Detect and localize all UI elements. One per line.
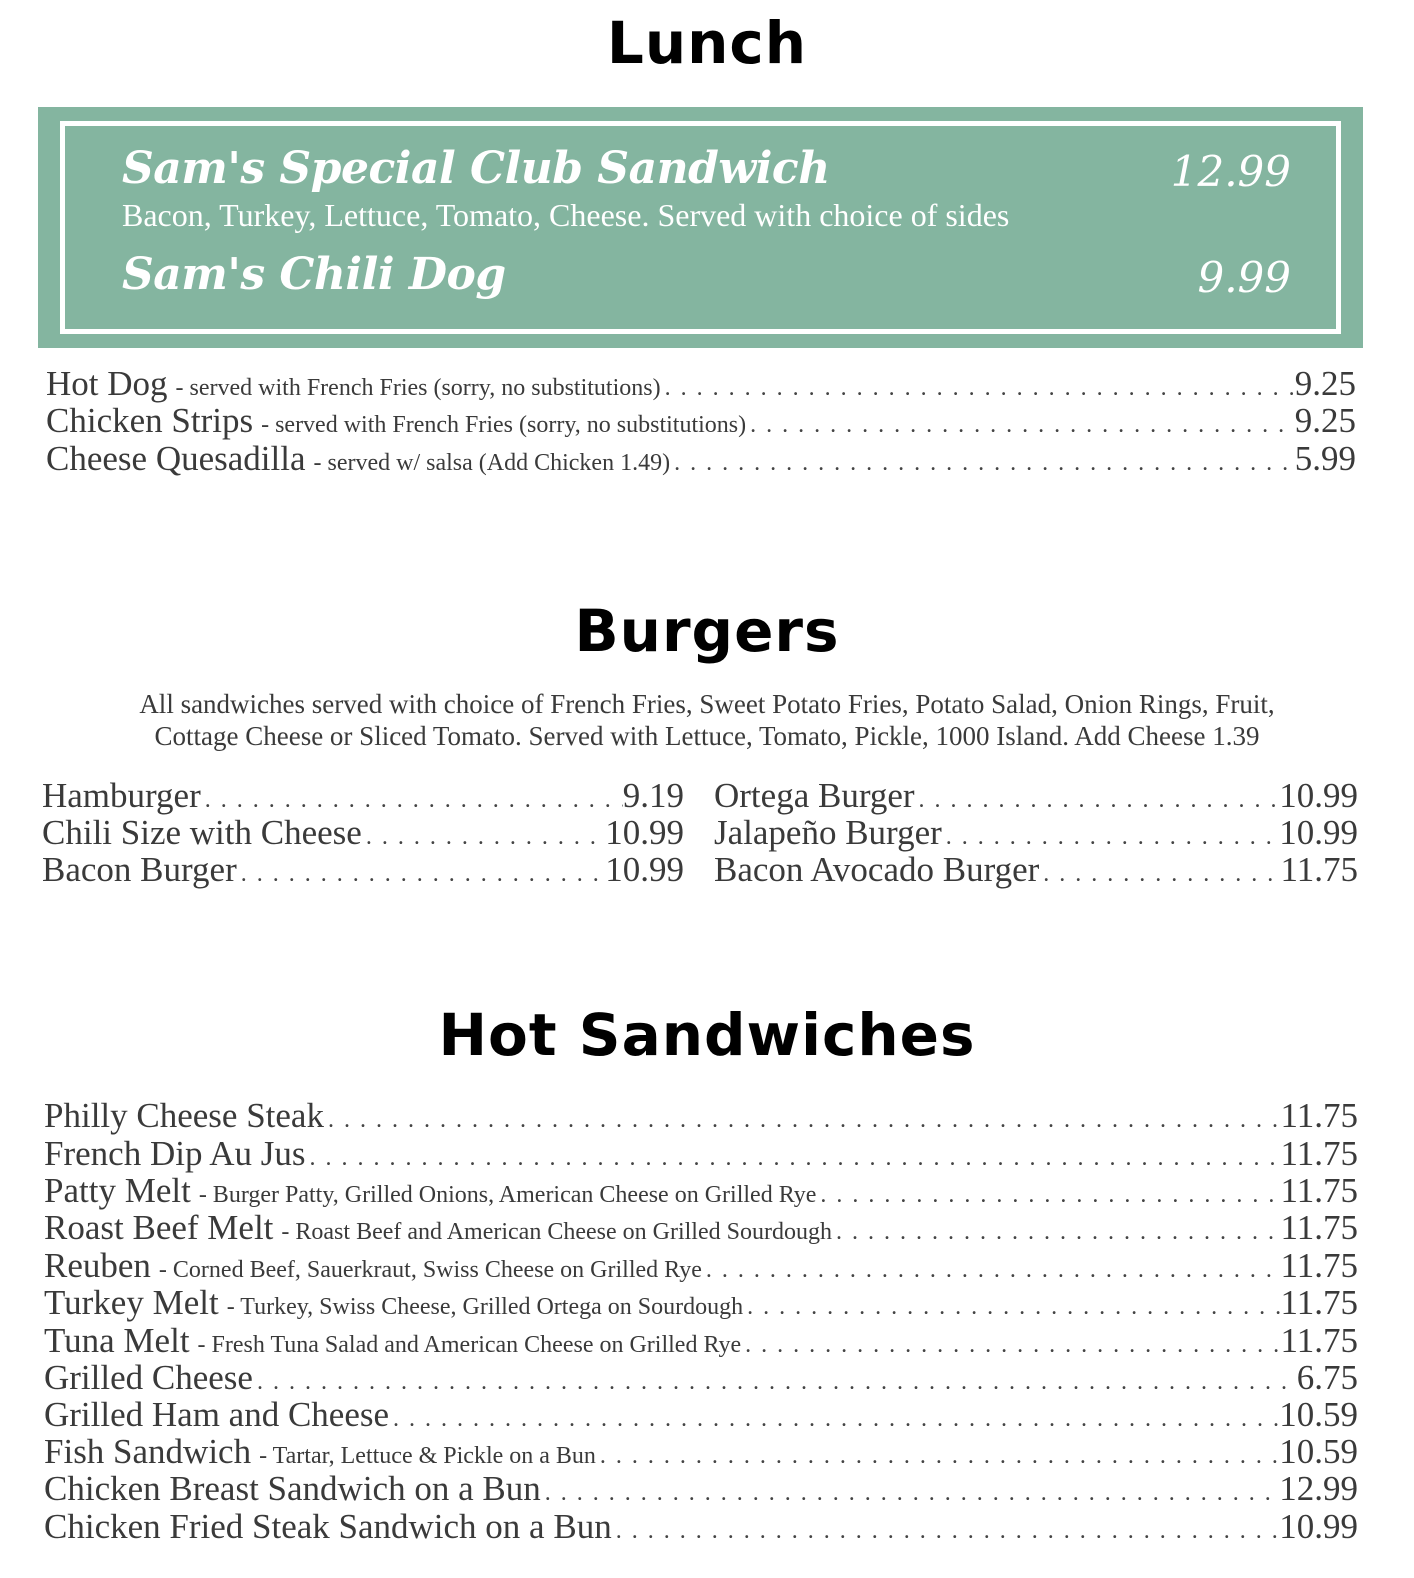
item-description: - served with French Fries (sorry, no substitutions) bbox=[261, 412, 747, 438]
special-club-sandwich-name: Sam's Special Club Sandwich bbox=[122, 143, 830, 194]
item-price: 5.99 bbox=[1294, 439, 1356, 478]
item-description: - Turkey, Swiss Cheese, Grilled Ortega on Sourdough bbox=[226, 1294, 744, 1320]
item-name: Chicken Breast Sandwich on a Bun bbox=[44, 1469, 541, 1508]
item-price: 9.25 bbox=[1294, 364, 1356, 403]
hot-item-chicken-fried-steak-sandwich bbox=[44, 1507, 1358, 1547]
item-price: 11.75 bbox=[1280, 1246, 1358, 1285]
item-price: 12.99 bbox=[1279, 1469, 1358, 1508]
item-name: Chicken Fried Steak Sandwich on a Bun bbox=[44, 1507, 612, 1546]
item-name: Bacon Burger bbox=[42, 850, 237, 889]
hot-sandwiches-heading: Hot Sandwiches bbox=[438, 1001, 976, 1069]
dot-leader bbox=[596, 1443, 1279, 1470]
item-name: Hot Dog bbox=[46, 364, 168, 403]
dot-leader bbox=[541, 1480, 1280, 1507]
dot-leader bbox=[702, 1257, 1281, 1284]
item-name: Philly Cheese Steak bbox=[44, 1096, 324, 1135]
item-name: Hamburger bbox=[42, 776, 201, 815]
burgers-heading: Burgers bbox=[574, 597, 840, 665]
burgers-note-line-1: All sandwiches served with choice of French Fries, Sweet Potato Fries, Potato Salad, Onion Rings, Fruit, bbox=[139, 689, 1275, 719]
hot-item-roast-beef-melt bbox=[44, 1208, 1358, 1248]
burger-item-bacon-avocado-burger bbox=[714, 850, 1358, 890]
item-price: 10.59 bbox=[1279, 1395, 1358, 1434]
dot-leader bbox=[362, 824, 605, 851]
item-price: 11.75 bbox=[1280, 850, 1358, 889]
item-description: - Corned Beef, Sauerkraut, Swiss Cheese on Grilled Rye bbox=[158, 1257, 702, 1283]
dot-leader bbox=[942, 824, 1279, 851]
dot-leader bbox=[324, 1107, 1281, 1134]
item-name: Chili Size with Cheese bbox=[42, 813, 362, 852]
item-price: 10.99 bbox=[1279, 813, 1358, 852]
special-chili-dog-name: Sam's Chili Dog bbox=[122, 249, 506, 300]
hot-item-chicken-breast-sandwich bbox=[44, 1469, 1358, 1509]
burger-item-jalapeno-burger bbox=[714, 813, 1358, 853]
hot-item-french-dip bbox=[44, 1134, 1358, 1174]
item-price: 11.75 bbox=[1280, 1096, 1358, 1135]
item-name: Chicken Strips bbox=[46, 401, 254, 440]
item-description: - Roast Beef and American Cheese on Grilled Sourdough bbox=[281, 1219, 832, 1245]
item-price: 10.99 bbox=[1279, 776, 1358, 815]
item-name: Jalapeño Burger bbox=[714, 813, 942, 852]
hot-item-patty-melt bbox=[44, 1171, 1358, 1211]
lunch-item-chicken-strips bbox=[46, 401, 1356, 441]
dot-leader bbox=[237, 861, 606, 888]
dot-leader bbox=[832, 1219, 1281, 1246]
dot-leader bbox=[612, 1518, 1280, 1545]
dot-leader bbox=[201, 787, 623, 814]
burger-item-ortega-burger bbox=[714, 776, 1358, 816]
item-name: Reuben bbox=[44, 1246, 151, 1285]
special-club-sandwich-price: 12.99 bbox=[1170, 147, 1291, 196]
item-description: - Burger Patty, Grilled Onions, American Cheese on Grilled Rye bbox=[198, 1182, 817, 1208]
dot-leader bbox=[743, 1294, 1280, 1321]
item-price: 10.59 bbox=[1279, 1432, 1358, 1471]
item-name: Grilled Ham and Cheese bbox=[44, 1395, 390, 1434]
item-price: 11.75 bbox=[1280, 1283, 1358, 1322]
item-name: Bacon Avocado Burger bbox=[714, 850, 1040, 889]
burger-item-hamburger bbox=[42, 776, 684, 816]
dot-leader bbox=[816, 1182, 1280, 1209]
lunch-item-hot-dog bbox=[46, 364, 1356, 404]
item-name: Tuna Melt bbox=[44, 1321, 190, 1360]
special-club-sandwich-description: Bacon, Turkey, Lettuce, Tomato, Cheese. Served with choice of sides bbox=[122, 197, 1010, 233]
specials-box bbox=[38, 107, 1363, 348]
dot-leader bbox=[741, 1332, 1280, 1359]
burgers-note-line-2: Cottage Cheese or Sliced Tomato. Served with Lettuce, Tomato, Pickle, 1000 Island. Add Cheese 1.39 bbox=[154, 721, 1260, 751]
dot-leader bbox=[306, 1145, 1281, 1172]
item-price: 9.19 bbox=[622, 776, 684, 815]
dot-leader bbox=[253, 1369, 1297, 1396]
item-price: 10.99 bbox=[1279, 1507, 1358, 1546]
item-name: Cheese Quesadilla bbox=[46, 439, 306, 478]
dot-leader bbox=[389, 1406, 1279, 1433]
item-price: 11.75 bbox=[1280, 1171, 1358, 1210]
hot-item-turkey-melt bbox=[44, 1283, 1358, 1323]
hot-item-tuna-melt bbox=[44, 1321, 1358, 1361]
hot-item-fish-sandwich bbox=[44, 1432, 1358, 1472]
item-name: Grilled Cheese bbox=[44, 1358, 253, 1397]
item-name: Roast Beef Melt bbox=[44, 1208, 274, 1247]
item-description: - Tartar, Lettuce & Pickle on a Bun bbox=[259, 1443, 596, 1469]
item-name: Ortega Burger bbox=[714, 776, 915, 815]
lunch-item-cheese-quesadilla bbox=[46, 439, 1356, 479]
item-name: French Dip Au Jus bbox=[44, 1134, 306, 1173]
burgers-note bbox=[40, 688, 1374, 752]
dot-leader bbox=[670, 450, 1295, 477]
burger-item-chili-size bbox=[42, 813, 684, 853]
item-price: 11.75 bbox=[1280, 1134, 1358, 1173]
item-price: 9.25 bbox=[1294, 401, 1356, 440]
item-name: Turkey Melt bbox=[44, 1283, 219, 1322]
item-description: - served w/ salsa (Add Chicken 1.49) bbox=[313, 450, 671, 476]
item-description: - served with French Fries (sorry, no substitutions) bbox=[175, 375, 661, 401]
item-price: 11.75 bbox=[1280, 1321, 1358, 1360]
special-chili-dog-price: 9.99 bbox=[1197, 253, 1291, 302]
dot-leader bbox=[746, 412, 1295, 439]
item-price: 10.99 bbox=[605, 813, 684, 852]
item-name: Patty Melt bbox=[44, 1171, 191, 1210]
hot-item-grilled-cheese bbox=[44, 1358, 1358, 1398]
item-price: 11.75 bbox=[1280, 1208, 1358, 1247]
lunch-heading: Lunch bbox=[606, 9, 808, 77]
hot-item-reuben bbox=[44, 1246, 1358, 1286]
hot-item-grilled-ham-cheese bbox=[44, 1395, 1358, 1435]
dot-leader bbox=[661, 375, 1295, 402]
hot-item-philly-cheese-steak bbox=[44, 1096, 1358, 1136]
item-price: 6.75 bbox=[1296, 1358, 1358, 1397]
dot-leader bbox=[1039, 861, 1280, 888]
item-description: - Fresh Tuna Salad and American Cheese on Grilled Rye bbox=[197, 1332, 742, 1358]
burger-item-bacon-burger bbox=[42, 850, 684, 890]
dot-leader bbox=[915, 787, 1280, 814]
item-price: 10.99 bbox=[605, 850, 684, 889]
item-name: Fish Sandwich bbox=[44, 1432, 252, 1471]
